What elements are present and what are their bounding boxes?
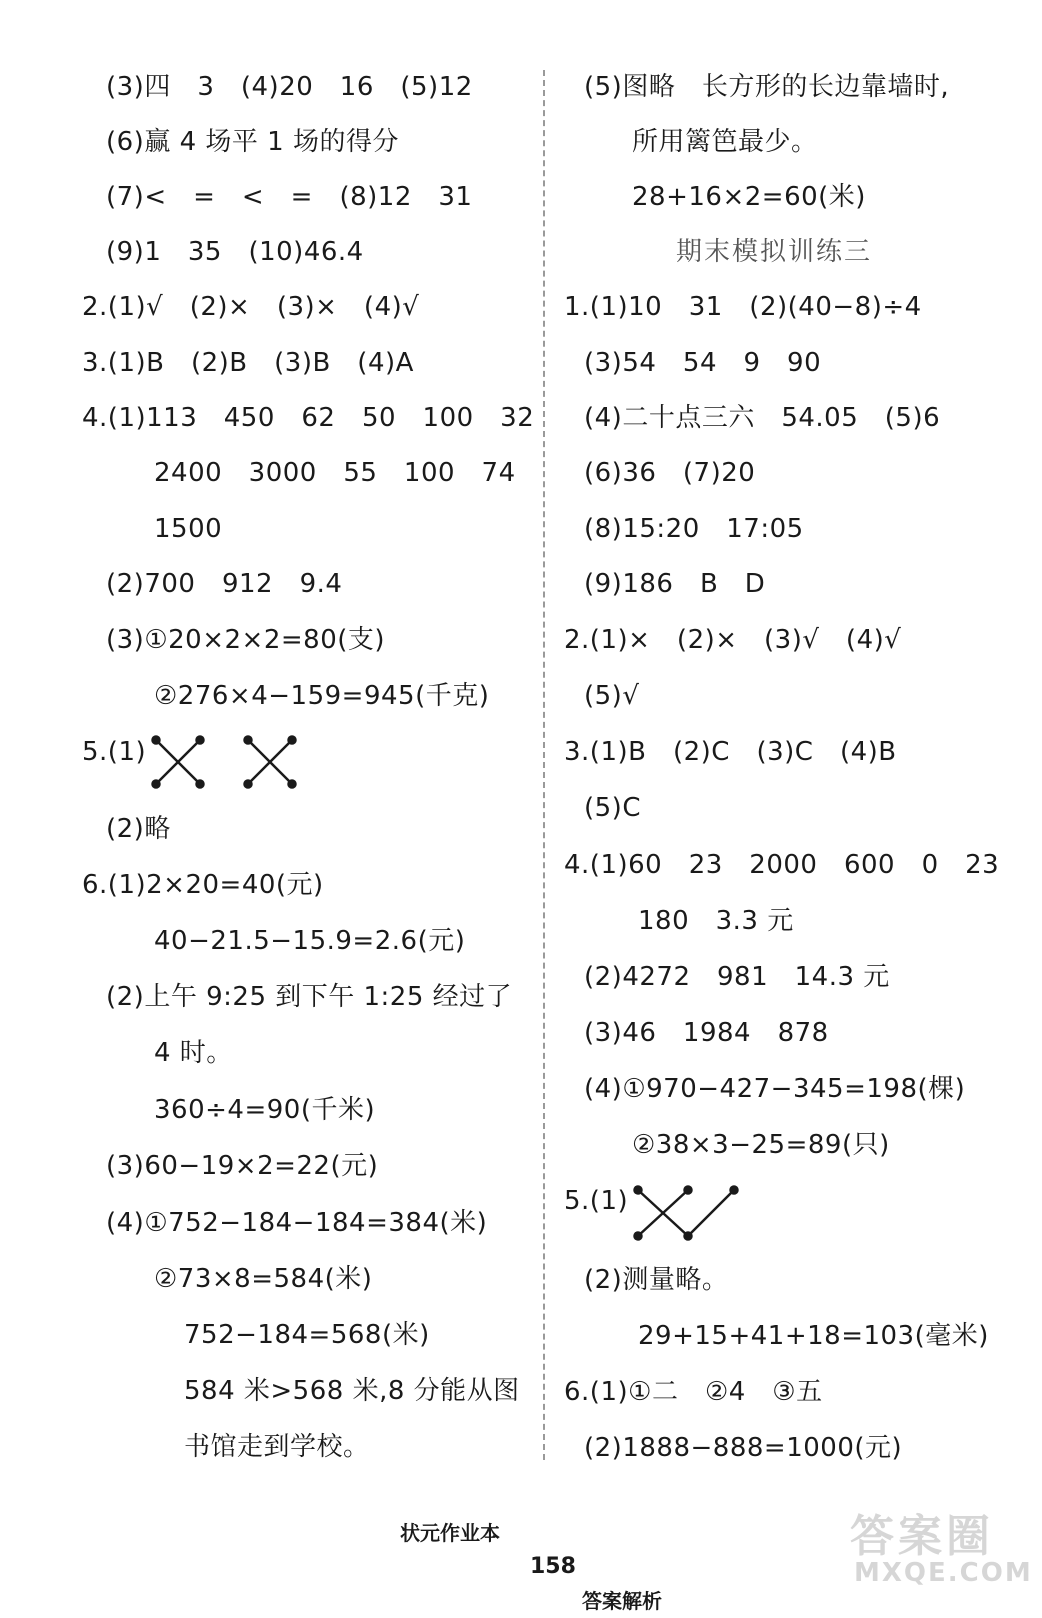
section-heading: 期末模拟训练三 [676,237,873,267]
answer-line: 180 3.3 元 [638,906,794,936]
answer-line: (3)46 1984 878 [584,1018,829,1048]
answer-line: 书馆走到学校。 [184,1432,370,1462]
answer-line: 2.(1)× (2)× (3)√ (4)√ [564,625,902,655]
answer-line: (2)测量略。 [584,1265,729,1295]
answer-line: (6)赢 4 场平 1 场的得分 [106,127,399,157]
section-label: 答案解析 [582,1589,662,1613]
answer-line: (3)①20×2×2=80(支) [106,625,386,655]
answer-line: 28+16×2=60(米) [632,182,866,212]
answer-line: 752−184=568(米) [184,1320,430,1350]
answer-line: 584 米>568 米,8 分能从图 [184,1376,520,1406]
answer-line: (3)60−19×2=22(元) [106,1151,379,1181]
answer-line: 2.(1)√ (2)× (3)× (4)√ [82,292,420,322]
column-divider [543,70,545,1460]
answer-line: (2)700 912 9.4 [106,569,343,599]
answer-line: ②73×8=584(米) [154,1264,373,1294]
answer-line: 所用篱笆最少。 [632,127,818,157]
answer-line: 5.(1) [82,737,147,767]
answer-line: 40−21.5−15.9=2.6(元) [154,926,466,956]
answer-line: (4)二十点三六 54.05 (5)6 [584,403,941,433]
page-number: 158 [530,1554,576,1579]
answer-line: (5)图略 长方形的长边靠墙时, [584,72,950,102]
watermark-url: MXQE.COM [854,1558,1033,1588]
answer-line: 3.(1)B (2)C (3)C (4)B [564,737,897,767]
answer-line: 360÷4=90(千米) [154,1095,376,1125]
answer-line: (2)1888−888=1000(元) [584,1433,903,1463]
answer-line: 1500 [154,514,223,544]
answer-line: (4)①970−427−345=198(棵) [584,1074,966,1104]
book-name: 状元作业本 [400,1521,500,1545]
answer-line: (2)4272 981 14.3 元 [584,962,890,992]
answer-line: 4.(1)113 450 62 50 100 32 [82,403,535,433]
watermark-logo [846,1500,1032,1592]
watermark-text: 答案圈 [850,1511,994,1562]
matching-lines-figure [150,736,300,788]
answer-line: (2)上午 9:25 到下午 1:25 经过了 [106,982,513,1012]
answer-line: 4 时。 [154,1038,233,1068]
answer-line: (8)15:20 17:05 [584,514,804,544]
answer-line: ②38×3−25=89(只) [632,1130,890,1160]
answer-line: (5)C [584,793,641,823]
answer-line: (6)36 (7)20 [584,458,756,488]
answer-line: 5.(1) [564,1186,629,1216]
answer-line: (7)< = < = (8)12 31 [106,182,473,212]
answer-line: 2400 3000 55 100 74 [154,458,516,488]
answer-line: (4)①752−184−184=384(米) [106,1208,488,1238]
matching-lines-figure [632,1184,742,1242]
answer-line: 3.(1)B (2)B (3)B (4)A [82,348,414,378]
answer-line: (5)√ [584,681,640,711]
answer-line: (9)1 35 (10)46.4 [106,237,364,267]
answer-line: (3)四 3 (4)20 16 (5)12 [106,72,473,102]
answer-line: 1.(1)10 31 (2)(40−8)÷4 [564,292,922,322]
answer-line: (9)186 B D [584,569,766,599]
answer-line: 6.(1)2×20=40(元) [82,870,324,900]
answer-line: 29+15+41+18=103(毫米) [638,1321,989,1351]
answer-line: 4.(1)60 23 2000 600 0 23 [564,850,1000,880]
answer-line: 6.(1)①二 ②4 ③五 [564,1377,823,1407]
answer-line: (2)略 [106,814,171,844]
answer-line: (3)54 54 9 90 [584,348,822,378]
answer-line: ②276×4−159=945(千克) [154,681,490,711]
